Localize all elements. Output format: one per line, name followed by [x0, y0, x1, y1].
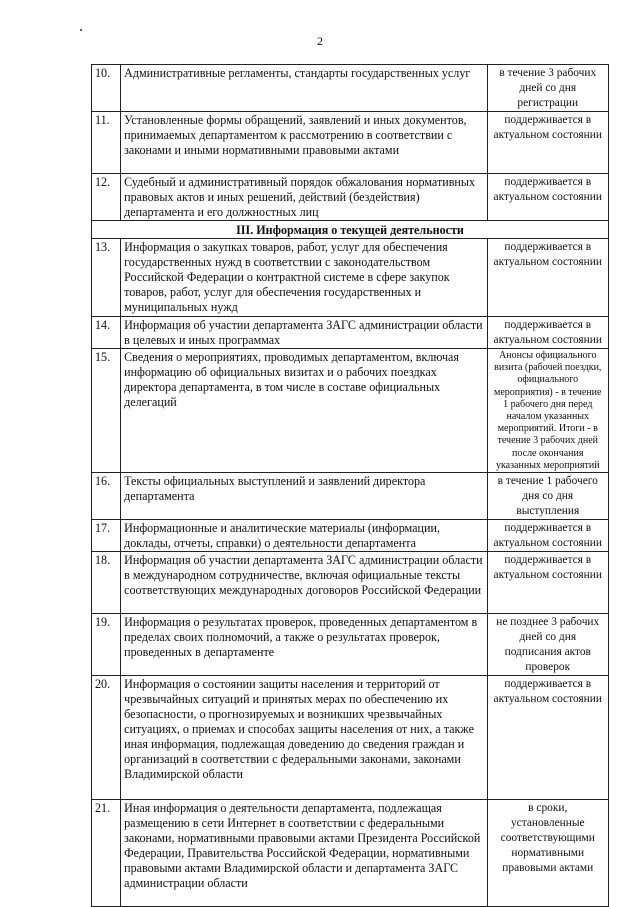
scan-speck — [80, 29, 82, 31]
row-term: в сроки, установленные соответствующими нормативными правовыми актами — [487, 800, 608, 907]
row-description: Сведения о мероприятиях, проводимых департаментом, включая информацию об официальных визитах и о рабочих поездках директора департамента, в том числе в составе официальных делегаций — [121, 349, 487, 473]
row-term: поддерживается в актуальном состоянии — [487, 174, 608, 221]
row-term: поддерживается в актуальном состоянии — [487, 112, 608, 174]
row-number: 12. — [92, 174, 121, 221]
row-term: в течение 3 рабочих дней со дня регистрации — [487, 65, 608, 112]
table-row — [92, 317, 609, 349]
section-header-row — [92, 221, 609, 239]
table-row — [92, 473, 609, 520]
row-number: 18. — [92, 552, 121, 614]
table-row — [92, 239, 609, 317]
row-term: поддерживается в актуальном состоянии — [487, 239, 608, 317]
disclosure-table — [91, 64, 609, 907]
row-term: поддерживается в актуальном состоянии — [487, 317, 608, 349]
row-term: не позднее 3 рабочих дней со дня подписания актов проверок — [487, 614, 608, 676]
row-description: Иная информация о деятельности департамента, подлежащая размещению в сети Интернет в соответствии с федеральными законами, нормативными правовыми актами Президента Российской Федерации, Правительства Российской Федерации, нормативными правовыми актами Владимирской области и департамента ЗАГС администрации области — [121, 800, 487, 907]
row-term: поддерживается в актуальном состоянии — [487, 552, 608, 614]
row-description: Судебный и административный порядок обжалования нормативных правовых актов и иных решений, действий (бездействия) департамента и его должностных лиц — [121, 174, 487, 221]
row-term: поддерживается в актуальном состоянии — [487, 520, 608, 552]
row-term: Анонсы официального визита (рабочей поездки, официального мероприятия) - в течение 1 рабочего дня перед началом указанных мероприятий. Итоги - в течение 3 рабочих дней после окончания указанных мероприятий — [487, 349, 608, 473]
row-term: в течение 1 рабочего дня со дня выступления — [487, 473, 608, 520]
row-number: 10. — [92, 65, 121, 112]
page-number: 2 — [317, 34, 323, 48]
row-number: 11. — [92, 112, 121, 174]
table-body-part-3 — [92, 239, 609, 907]
table-row — [92, 349, 609, 473]
row-term: поддерживается в актуальном состоянии — [487, 676, 608, 800]
table-row — [92, 552, 609, 614]
row-description: Информация о состоянии защиты населения и территорий от чрезвычайных ситуаций и принятых мерах по обеспечению их безопасности, о прогнозируемых и возникших чрезвычайных ситуациях, о приемах и способах защиты населения от них, а также иная информация, подлежащая доведению до сведения граждан и организаций в соответствии с федеральными законами, законами Владимирской области — [121, 676, 487, 800]
table-row — [92, 800, 609, 907]
row-number: 20. — [92, 676, 121, 800]
table-row — [92, 614, 609, 676]
row-description: Информация об участии департамента ЗАГС администрации области в целевых и иных программах — [121, 317, 487, 349]
section-title: III. Информация о текущей деятельности — [92, 221, 609, 239]
table-row — [92, 112, 609, 174]
table-row — [92, 520, 609, 552]
table-row — [92, 676, 609, 800]
row-number: 15. — [92, 349, 121, 473]
table-section — [92, 221, 609, 239]
table-row — [92, 65, 609, 112]
row-description: Тексты официальных выступлений и заявлений директора департамента — [121, 473, 487, 520]
row-number: 19. — [92, 614, 121, 676]
row-number: 17. — [92, 520, 121, 552]
row-number: 14. — [92, 317, 121, 349]
row-description: Административные регламенты, стандарты государственных услуг — [121, 65, 487, 112]
row-description: Информационные и аналитические материалы (информации, доклады, отчеты, справки) о деятельности департамента — [121, 520, 487, 552]
row-description: Информация о результатах проверок, проведенных департаментом в пределах своих полномочий, а также о результатах проверок, проведенных в департаменте — [121, 614, 487, 676]
row-number: 13. — [92, 239, 121, 317]
row-number: 21. — [92, 800, 121, 907]
table-body-part-2 — [92, 65, 609, 221]
row-number: 16. — [92, 473, 121, 520]
row-description: Информация об участии департамента ЗАГС администрации области в международном сотрудничестве, включая официальные тексты соответствующих международных договоров Российской Федерации — [121, 552, 487, 614]
row-description: Информация о закупках товаров, работ, услуг для обеспечения государственных нужд в соответствии с законодательством Российской Федерации о контрактной системе в сфере закупок товаров, работ, услуг для обеспечения государственных и муниципальных нужд — [121, 239, 487, 317]
table-row — [92, 174, 609, 221]
row-description: Установленные формы обращений, заявлений и иных документов, принимаемых департаментом к рассмотрению в соответствии с законами и иными нормативными правовыми актами — [121, 112, 487, 174]
